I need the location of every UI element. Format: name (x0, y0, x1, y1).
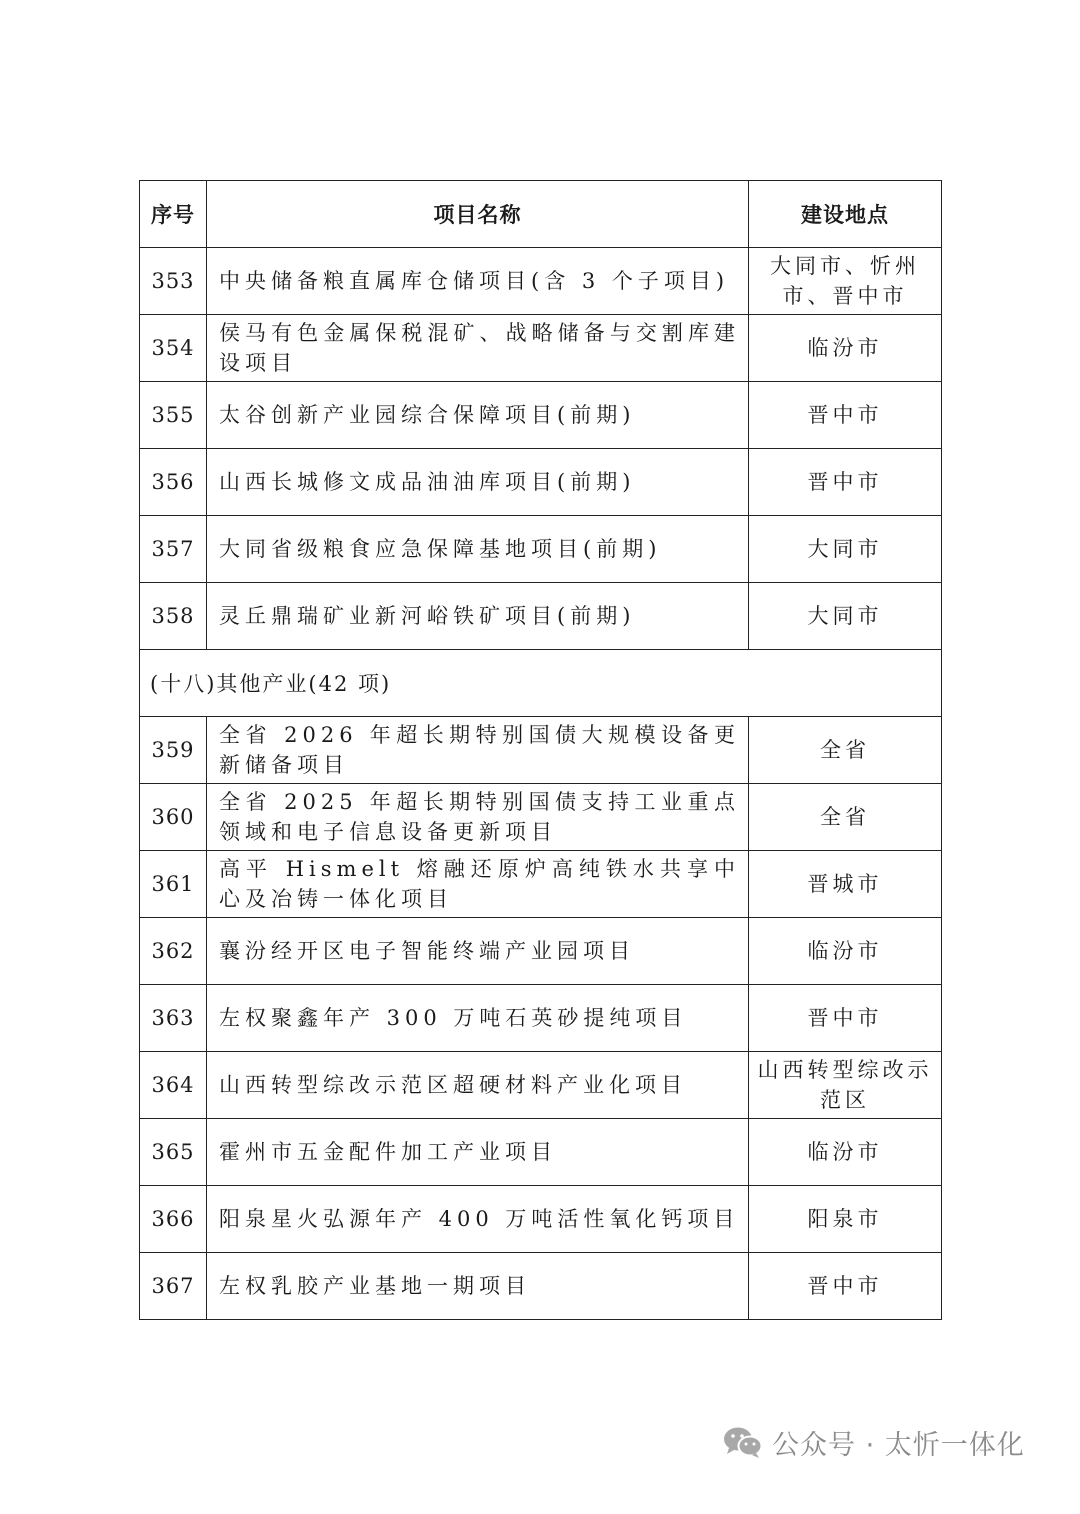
project-location: 晋城市 (749, 851, 942, 918)
project-name: 全省 2026 年超长期特别国债大规模设备更新储备项目 (207, 717, 749, 784)
row-number: 354 (140, 315, 207, 382)
section-row (140, 650, 942, 717)
row-number: 355 (140, 382, 207, 449)
project-name: 左权聚鑫年产 300 万吨石英砂提纯项目 (207, 985, 749, 1052)
project-location: 晋中市 (749, 985, 942, 1052)
table-row (140, 1253, 942, 1320)
project-name: 霍州市五金配件加工产业项目 (207, 1119, 749, 1186)
project-name: 中央储备粮直属库仓储项目(含 3 个子项目) (207, 248, 749, 315)
project-name: 阳泉星火弘源年产 400 万吨活性氧化钙项目 (207, 1186, 749, 1253)
table-row (140, 382, 942, 449)
table-row (140, 248, 942, 315)
project-table (139, 180, 942, 1320)
table-row (140, 449, 942, 516)
row-number: 356 (140, 449, 207, 516)
row-number: 359 (140, 717, 207, 784)
header-num: 序号 (140, 181, 207, 248)
project-location: 大同市 (749, 516, 942, 583)
row-number: 367 (140, 1253, 207, 1320)
table-row (140, 1119, 942, 1186)
project-name: 太谷创新产业园综合保障项目(前期) (207, 382, 749, 449)
row-number: 361 (140, 851, 207, 918)
table-row (140, 1186, 942, 1253)
row-number: 360 (140, 784, 207, 851)
project-location: 阳泉市 (749, 1186, 942, 1253)
project-name: 侯马有色金属保税混矿、战略储备与交割库建设项目 (207, 315, 749, 382)
project-name: 全省 2025 年超长期特别国债支持工业重点领域和电子信息设备更新项目 (207, 784, 749, 851)
table-row (140, 583, 942, 650)
table-header-row (140, 181, 942, 248)
project-location: 临汾市 (749, 918, 942, 985)
row-number: 362 (140, 918, 207, 985)
wechat-icon (722, 1425, 764, 1459)
project-location: 晋中市 (749, 449, 942, 516)
row-number: 358 (140, 583, 207, 650)
row-number: 366 (140, 1186, 207, 1253)
project-location: 临汾市 (749, 315, 942, 382)
table-row (140, 1052, 942, 1119)
table-row (140, 717, 942, 784)
section-title: (十八)其他产业(42 项) (140, 650, 942, 717)
project-name: 大同省级粮食应急保障基地项目(前期) (207, 516, 749, 583)
project-name: 灵丘鼎瑞矿业新河峪铁矿项目(前期) (207, 583, 749, 650)
project-location: 临汾市 (749, 1119, 942, 1186)
table-row (140, 784, 942, 851)
table-row (140, 851, 942, 918)
table-row (140, 918, 942, 985)
table-row (140, 516, 942, 583)
table-row (140, 985, 942, 1052)
table-row (140, 315, 942, 382)
row-number: 363 (140, 985, 207, 1052)
project-name: 襄汾经开区电子智能终端产业园项目 (207, 918, 749, 985)
project-location: 大同市、忻州市、晋中市 (749, 248, 942, 315)
row-number: 357 (140, 516, 207, 583)
watermark-text: 公众号 · 太忻一体化 (772, 1429, 1025, 1461)
header-location: 建设地点 (749, 181, 942, 248)
row-number: 365 (140, 1119, 207, 1186)
project-location: 晋中市 (749, 382, 942, 449)
project-location: 山西转型综改示范区 (749, 1052, 942, 1119)
watermark (722, 1422, 1025, 1462)
project-name: 山西转型综改示范区超硬材料产业化项目 (207, 1052, 749, 1119)
project-name: 山西长城修文成品油油库项目(前期) (207, 449, 749, 516)
project-name: 左权乳胶产业基地一期项目 (207, 1253, 749, 1320)
project-name: 高平 Hismelt 熔融还原炉高纯铁水共享中心及冶铸一体化项目 (207, 851, 749, 918)
row-number: 353 (140, 248, 207, 315)
project-location: 晋中市 (749, 1253, 942, 1320)
project-location: 大同市 (749, 583, 942, 650)
project-location: 全省 (749, 784, 942, 851)
header-name: 项目名称 (207, 181, 749, 248)
project-location: 全省 (749, 717, 942, 784)
row-number: 364 (140, 1052, 207, 1119)
